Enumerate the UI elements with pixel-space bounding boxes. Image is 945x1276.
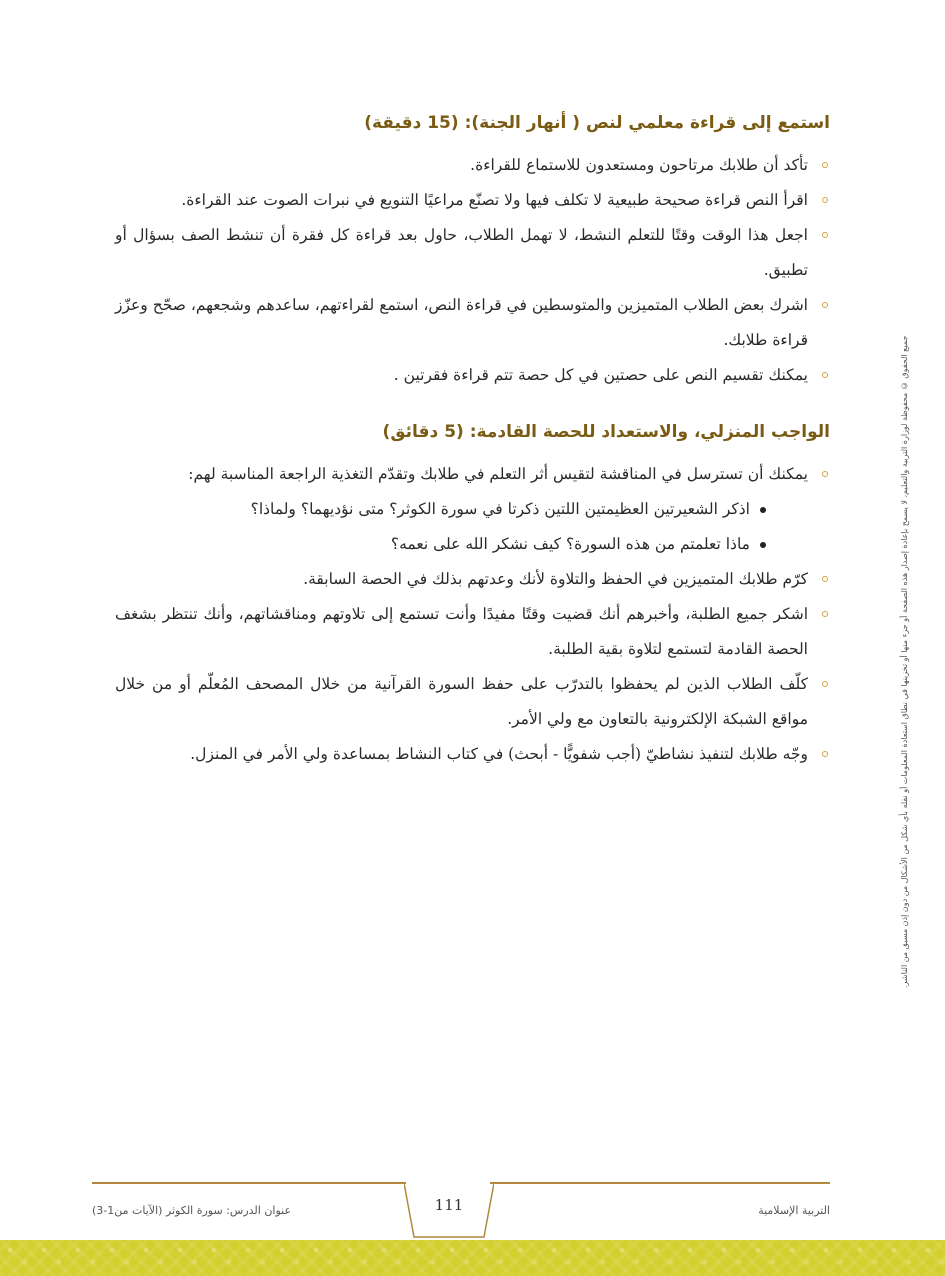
circle-bullet-icon <box>822 197 828 203</box>
sub-list-item-text: ماذا تعلمتم من هذه السورة؟ كيف نشكر الله على نعمه؟ <box>390 535 750 553</box>
circle-bullet-icon <box>822 162 828 168</box>
circle-bullet-icon <box>822 232 828 238</box>
list-item-text: اشكر جميع الطلبة، وأخبرهم أنك قضيت وقتًا مفيدًا وأنت تستمع إلى تلاوتهم ومناقشاتهم، وأنك تنتظر بشغف الحصة القادمة لتستمع لتلاوة بقية الطلبة. <box>115 605 808 658</box>
page-number: 111 <box>434 1196 464 1214</box>
list-item-text: اجعل هذا الوقت وقتًا للتعلم النشط، لا تهمل الطلاب، حاول بعد قراءة كل فقرة أن تنشط الصف بسؤال أو تطبيق. <box>115 226 808 279</box>
list-item <box>115 457 830 562</box>
circle-bullet-icon <box>822 611 828 617</box>
sub-list-item <box>115 527 766 562</box>
list-item <box>115 562 830 597</box>
circle-bullet-icon <box>822 302 828 308</box>
dot-bullet-icon <box>760 542 766 548</box>
list-item-text: كلّف الطلاب الذين لم يحفظوا بالتدرّب على حفظ السورة القرآنية من خلال المصحف المُعلّم أو من خلال مواقع الشبكة الإلكترونية بالتعاون مع ولي الأمر. <box>115 675 808 728</box>
footer-rule-right <box>490 1182 830 1184</box>
footer-rule-left <box>92 1182 406 1184</box>
list-item-text: تأكد أن طلابك مرتاحون ومستعدون للاستماع للقراءة. <box>470 156 808 174</box>
list-item <box>115 148 830 183</box>
list-item <box>115 597 830 667</box>
list-item-text: وجّه طلابك لتنفيذ نشاطيّ (أجب شفويًّا - أبحث) في كتاب النشاط بمساعدة ولي الأمر في المنزل. <box>190 745 808 763</box>
main-content <box>115 108 830 772</box>
footer-subject: التربية الإسلامية <box>758 1204 830 1217</box>
list-item-text: يمكنك تقسيم النص على حصتين في كل حصة تتم قراءة فقرتين . <box>393 366 808 384</box>
footer-lesson-title: عنوان الدرس: سورة الكوثر (الآيات من1-3) <box>92 1204 292 1217</box>
list-item <box>115 737 830 772</box>
list-item <box>115 218 830 288</box>
copyright-side-note <box>896 288 916 988</box>
circle-bullet-icon <box>822 751 828 757</box>
section-heading-homework: الواجب المنزلي، والاستعداد للحصة القادمة: (5 دقائق) <box>382 422 830 442</box>
list-item-text: اشرك بعض الطلاب المتميزين والمتوسطين في قراءة النص، استمع لقراءتهم، ساعدهم وشجعهم، صحّح وعزّز قراءة طلابك. <box>115 296 808 349</box>
dot-bullet-icon <box>760 507 766 513</box>
discussion-questions-list <box>115 492 808 562</box>
circle-bullet-icon <box>822 372 828 378</box>
sub-list-item <box>115 492 766 527</box>
decorative-bottom-band <box>0 1240 945 1276</box>
list-item <box>115 667 830 737</box>
list-item-text: يمكنك أن تسترسل في المناقشة لتقيس أثر التعلم في طلابك وتقدّم التغذية الراجعة المناسبة لهم: <box>188 465 808 483</box>
circle-bullet-icon <box>822 471 828 477</box>
list-item-text: اقرأ النص قراءة صحيحة طبيعية لا تكلف فيها ولا تصنّع مراعيًا التنويع في نبرات الصوت عند القراءة. <box>181 191 808 209</box>
section-heading-reading: استمع إلى قراءة معلمي لنص ( أنهار الجنة): (15 دقيقة) <box>364 113 830 133</box>
homework-steps-list <box>115 457 830 772</box>
copyright-text: جميع الحقوق © محفوظة لوزارة التربية والتعليم، لا يسمح بإعادة إصدار هذه الصفحة أو جزء منها أو تخزينها في نطاق استعادة المعلومات أو نقله بأي شكل من الأشكال من دون إذن مسبق من الناشر. <box>900 335 909 988</box>
list-item-text: كرّم طلابك المتميزين في الحفظ والتلاوة لأنك وعدتهم بذلك في الحصة السابقة. <box>303 570 808 588</box>
list-item <box>115 183 830 218</box>
circle-bullet-icon <box>822 576 828 582</box>
list-item <box>115 288 830 358</box>
list-item <box>115 358 830 393</box>
sub-list-item-text: اذكر الشعيرتين العظيمتين اللتين ذكرتا في سورة الكوثر؟ متى نؤديهما؟ ولماذا؟ <box>250 500 750 518</box>
reading-steps-list <box>115 148 830 393</box>
circle-bullet-icon <box>822 681 828 687</box>
